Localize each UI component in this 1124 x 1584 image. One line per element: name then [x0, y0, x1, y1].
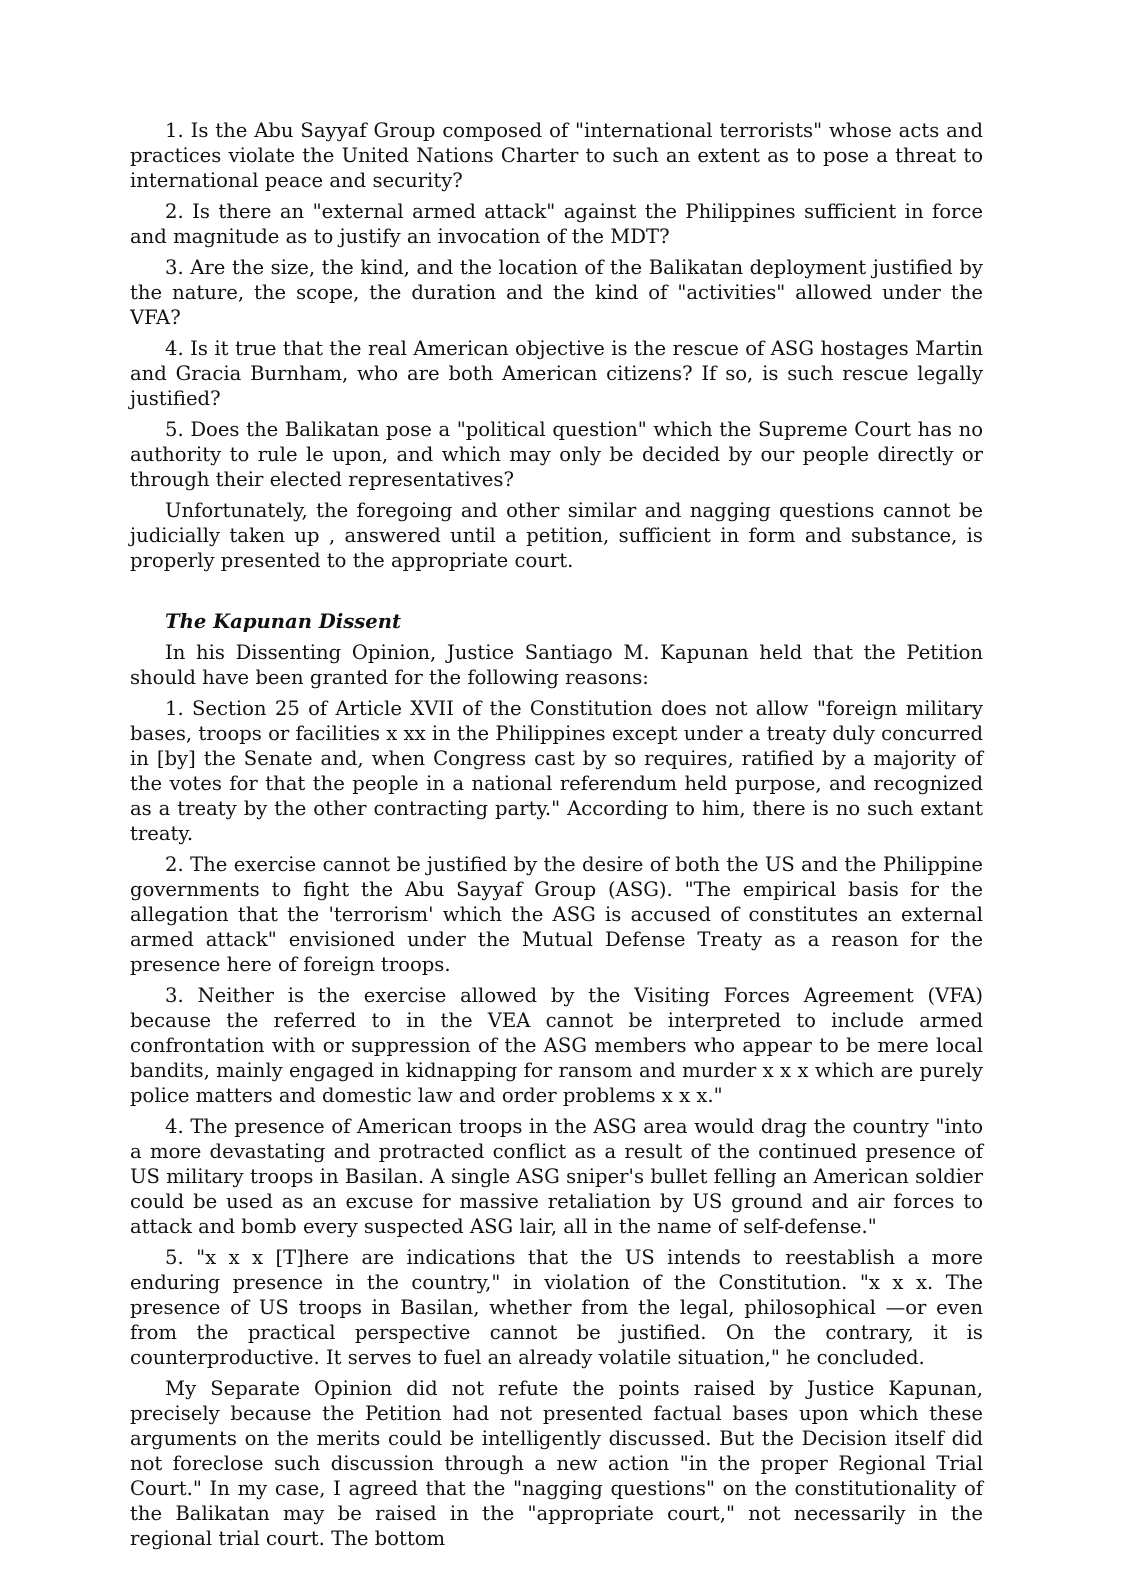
question-5: 5. Does the Balikatan pose a "political question" which the Supreme Court has no authority to rule le upon, and which may only be decided by our people directly or through their elected representatives?	[130, 418, 983, 491]
reason-2: 2. The exercise cannot be justified by the desire of both the US and the Philippine governments to fight the Abu Sayyaf Group (ASG). "The empirical basis for the allegation that the 'terrorism' which the ASG is accused of constitutes an external armed attack" envisioned under the Mutual Defense Treaty as a reason for the presence here of foreign troops.	[130, 853, 983, 976]
reason-1: 1. Section 25 of Article XVII of the Constitution does not allow "foreign military bases, troops or facilities x xx in the Philippines except under a treaty duly concurred in [by] the Senate and, when Congress cast by so requires, ratified by a majority of the votes for that the people in a national referendum held purpose, and recognized as a treaty by the other contracting party." According to him, there is no such extant treaty.	[130, 697, 983, 845]
closing-paragraph: My Separate Opinion did not refute the points raised by Justice Kapunan, precisely because the Petition had not presented factual bases upon which these arguments on the merits could be intelligently discussed. But the Decision itself did not foreclose such discussion through a new action "in the proper Regional Trial Court." In my case, I agreed that the "nagging questions" on the constitutionality of the Balikatan may be raised in the "appropriate court," not necessarily in the regional trial court. The bottom	[130, 1377, 983, 1550]
document-page	[130, 118, 983, 1557]
reason-5: 5. "x x x [T]here are indications that the US intends to reestablish a more enduring presence in the country," in violation of the Constitution. "x x x. The presence of US troops in Basilan, whether from the legal, philosophical —or even from the practical perspective cannot be justified. On the contrary, it is counterproductive. It serves to fuel an already volatile situation," he concluded.	[130, 1246, 983, 1369]
question-1: 1. Is the Abu Sayyaf Group composed of "international terrorists" whose acts and practices violate the United Nations Charter to such an extent as to pose a threat to international peace and security?	[130, 119, 983, 192]
question-4: 4. Is it true that the real American objective is the rescue of ASG hostages Martin and Gracia Burnham, who are both American citizens? If so, is such rescue legally justified?	[130, 337, 983, 410]
reason-4: 4. The presence of American troops in the ASG area would drag the country "into a more devastating and protracted conflict as a result of the continued presence of US military troops in Basilan. A single ASG sniper's bullet felling an American soldier could be used as an excuse for massive retaliation by US ground and air forces to attack and bomb every suspected ASG lair, all in the name of self-defense."	[130, 1115, 983, 1238]
question-2: 2. Is there an "external armed attack" against the Philippines sufficient in force and magnitude as to justify an invocation of the MDT?	[130, 200, 983, 248]
section-heading: The Kapunan Dissent	[165, 610, 402, 633]
intro-paragraph: In his Dissenting Opinion, Justice Santiago M. Kapunan held that the Petition should have been granted for the following reasons:	[130, 641, 983, 689]
reason-3: 3. Neither is the exercise allowed by the Visiting Forces Agreement (VFA) because the referred to in the VEA cannot be interpreted to include armed confrontation with or suppression of the ASG members who appear to be mere local bandits, mainly engaged in kidnapping for ransom and murder x x x which are purely police matters and domestic law and order problems x x x."	[130, 984, 983, 1107]
question-3: 3. Are the size, the kind, and the location of the Balikatan deployment justified by the nature, the scope, the duration and the kind of "activities" allowed under the VFA?	[130, 256, 983, 329]
unfortunately-paragraph: Unfortunately, the foregoing and other similar and nagging questions cannot be judicially taken up , answered until a petition, sufficient in form and substance, is properly presented to the appropriate court.	[130, 499, 983, 572]
